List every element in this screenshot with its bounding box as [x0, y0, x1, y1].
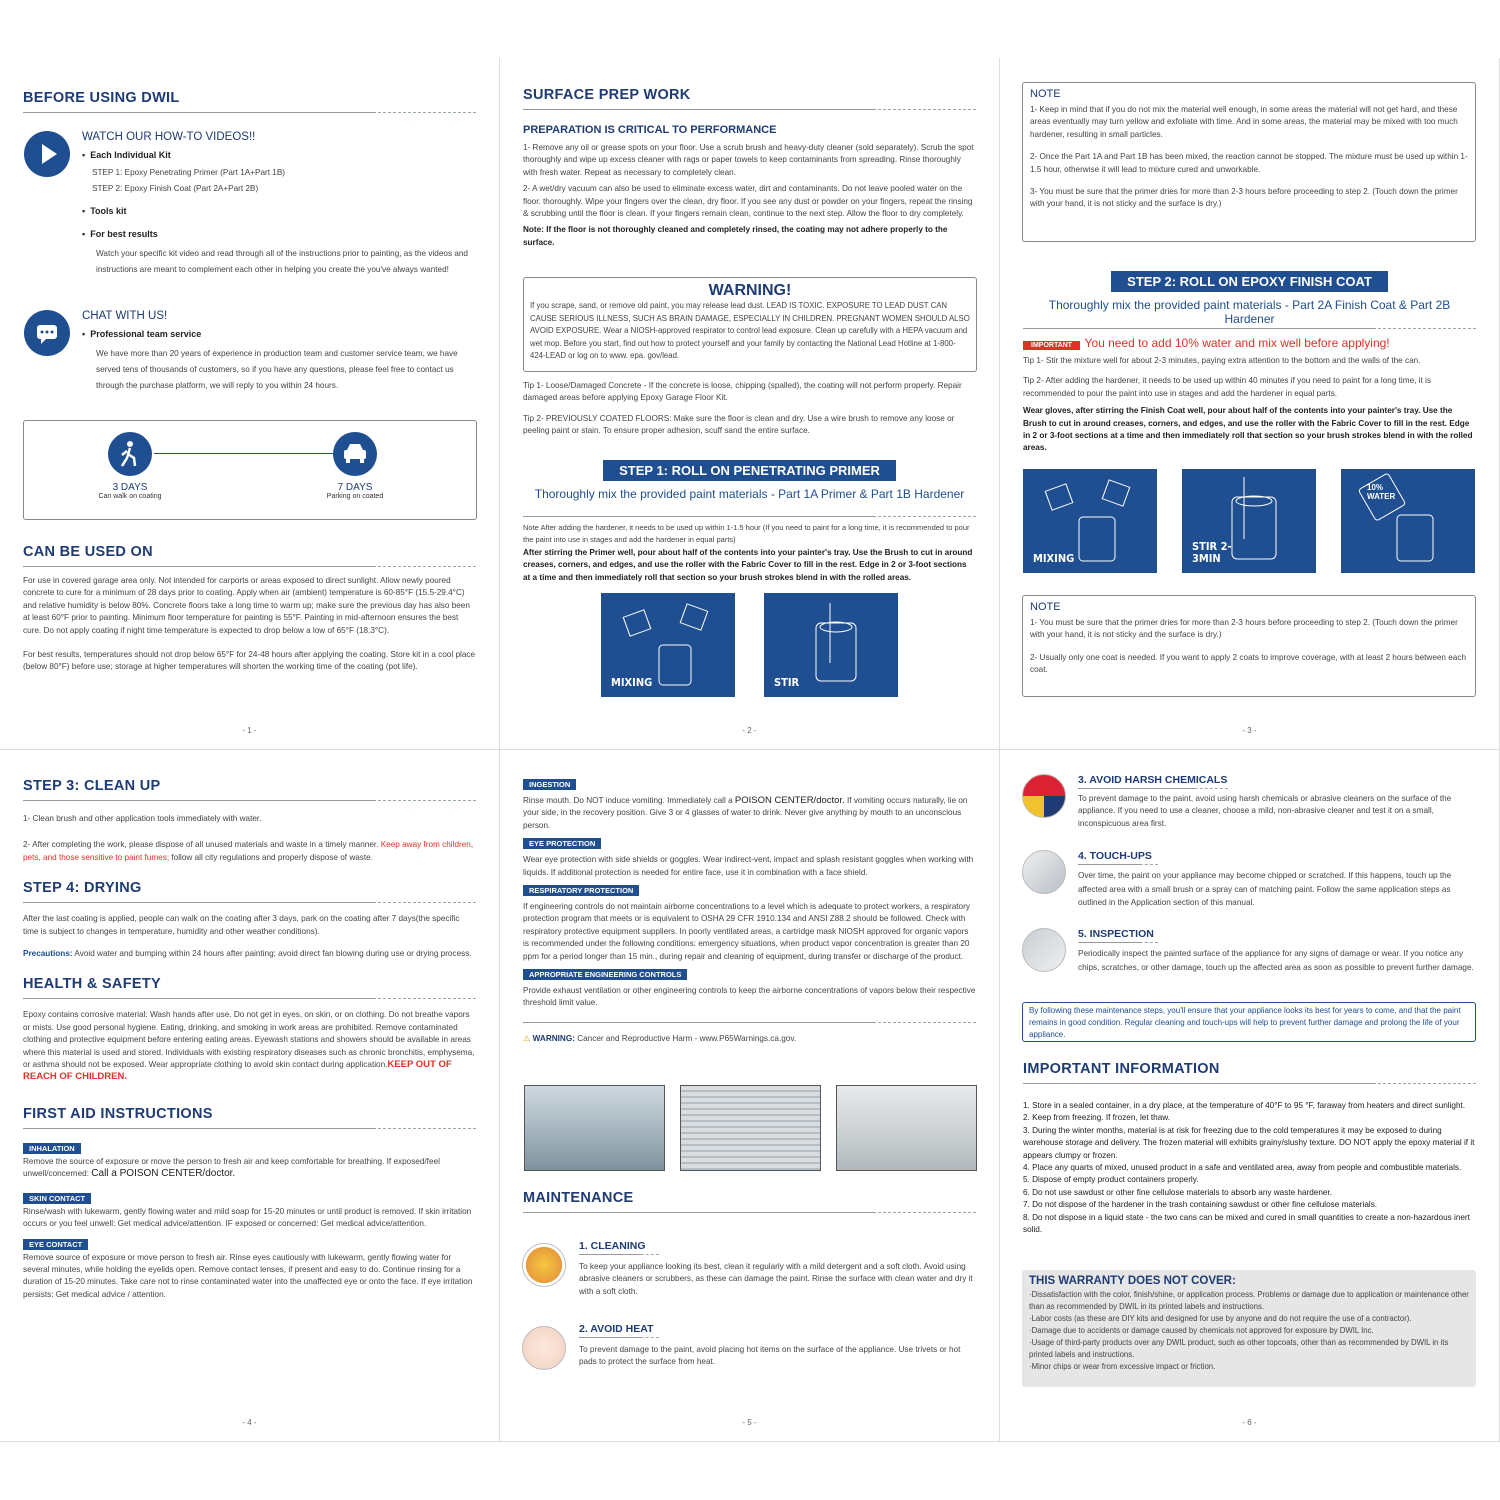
important-badge: IMPORTANT	[1023, 341, 1080, 350]
step2-instructions: Wear gloves, after stirring the Finish Coat well, pour about half of the contents into your painter's tray. Use the Brush to cut in around creases, corners, and edges, and use the roller with the Fabric Cover to fill in the rest. Edge in 2 or 3-foot sections at a time and then immediately roll that section so your brush strokes blend in with the rolled areas.	[1023, 406, 1473, 453]
team-text: We have more than 20 years of experience in production team and customer service team, we have served tens of thousands of customers, so if you have any questions, please feel free to contact us through the purchase platform, we will reply to you within 24 hours.	[96, 349, 458, 391]
page-4	[0, 750, 500, 1442]
best-label: ▪ For best results	[82, 228, 158, 239]
ingestion-label: INGESTION	[523, 779, 576, 790]
list-item: 6. Do not use sawdust or other fine cellulose materials to absorb any waste hardener.	[1023, 1187, 1333, 1197]
team-label: ▪ Professional team service	[82, 329, 202, 339]
note-1: 1- Keep in mind that if you do not mix the material well enough, in some areas the material will not get hard, and these areas eventually may turn yellow and exfoliate with time. And in some areas, the material may be mixed with too much hardener, resulting in small particles.	[1030, 105, 1458, 139]
engineering-label: APPROPRIATE ENGINEERING CONTROLS	[523, 969, 687, 980]
step1-instructions: After stirring the Primer well, pour about half of the contents into your painter's tray. Use the Brush to cut in around creases, corners, and edges, and use the roller with the Fabric Cover to fill in the rest. Edge in 2 or 3-foot sections at a time and then immediately roll that section so your brush strokes blend in with the rolled areas.	[523, 548, 973, 582]
cleanup-2: 2- After completing the work, please dispose of all unused materials and waste in a timely manner. Keep away from children, pets, and those sensitive to paint fumes; follow all city regulations and properly dispose of waste.	[23, 840, 474, 862]
inspection-text: Periodically inspect the painted surface of the appliance for any signs of damage or wear. If you notice any chips, scratches, or other damage, touch up the affected area as soon as possible to prevent further damage.	[1078, 949, 1474, 972]
precautions: Precautions: Avoid water and bumping within 24 hours after painting; avoid direct fan blowing during use or drying process.	[23, 949, 472, 959]
page-2	[500, 58, 1000, 750]
stir-label: STIR 2-3MIN	[1192, 540, 1232, 565]
eye-protection-label: EYE PROTECTION	[523, 838, 601, 849]
prep-note: Note: If the floor is not thoroughly cleaned and completely rinsed, the coating may not adhere properly to the surface.	[523, 225, 948, 247]
can-text-1: For use in covered garage area only. Not intended for carports or areas exposed to direct sunlight. Allow newly poured concrete to cure for a minimum of 28 days prior to coating. Apply when air (ambient) temperature is 60-85°F (15.5-29.4°C) and relative humidity is below 80%. Concrete floors take a long time to warm up; make sure the previous day has also been at least 60°F prior to painting. Minimum floor temperature for painting is 55°F. Painting in mid-afternoon ensures the best cure. Do not apply coating if night time temperature is expected to drop below a low of 65°F (18.3°C).	[23, 576, 470, 635]
touchups-text: Over time, the paint on your appliance may become chipped or scratched. If this happens, touch up the affected area with a small brush or a spray can of matching paint. Follow the same application steps as outlined in the Application section of this manual.	[1078, 871, 1452, 908]
page-5	[500, 750, 1000, 1442]
tip-2: Tip 2- PREVIOUSLY COATED FLOORS: Make sure the floor is clean and dry. Use a wire brush to remove any loose or peeling paint or stain. To ensure proper adhesion, scuff sand the entire surface.	[523, 413, 955, 436]
garage-photo-2	[680, 1085, 821, 1171]
cure-timeline	[23, 420, 477, 520]
skin-text: Rinse/wash with lukewarm, gently flowing water and mild soap for 15-20 minutes or until product is removed. If skin irritation occurs or you feel unwell: Get medical advice/attention. IF exposed or concerned: Get medical advice/attention.	[23, 1206, 472, 1229]
important-list	[1023, 1100, 1476, 1236]
stir-tile	[1182, 469, 1316, 573]
mixing-label: MIXING	[1033, 552, 1075, 565]
section-title: BEFORE USING DWIL	[23, 90, 180, 106]
step2-subtitle: Thoroughly mix the provided paint materials - Part 2A Finish Coat & Part 2B Hardener	[1048, 298, 1451, 326]
page-3	[1000, 58, 1500, 750]
watch-heading: WATCH OUR HOW-TO VIDEOS!!	[82, 131, 256, 143]
list-item: 1. Store in a sealed container, in a dry place, at the temperature of 40°F to 95 °F, faraway from heaters and direct sunlight.	[1023, 1101, 1466, 1110]
chemicals-icon	[1022, 774, 1066, 818]
inspection-title: 5. INSPECTION	[1078, 928, 1154, 940]
heat-text: To prevent damage to the paint, avoid placing hot items on the surface of the appliance. Use trivets or hot pads to protect the surface from heat.	[579, 1345, 961, 1367]
days3-label: 3 DAYS	[112, 482, 148, 493]
tip-2: Tip 2- After adding the hardener, it needs to be used up within 40 minutes if you need to paint for a long time, it is recommended to pour the paint into use in stages and add the hardener in equal parts.	[1023, 376, 1431, 398]
page-number: - 4 -	[242, 1418, 257, 1427]
warranty-item: ·Dissatisfaction with the color, finish/shine, or application process. Problems or damage due to application or maintenance other than as recommended by DWIL in its printed labels and instructions.	[1029, 1290, 1469, 1311]
thermometer-icon	[522, 1326, 566, 1370]
note-1: 1- You must be sure that the primer dries for more than 2-3 hours before proceeding to step 2. (Touch down the primer with your hand, it is not sticky and the surface is dry.)	[1030, 618, 1458, 640]
list-item: 3. During the winter months, material is at risk for freezing due to the cold temperatures it may be exposed to during warehouse storage and delivery. The frozen material will exhibits grainy/slushy texture. DO NOT apply the epoxy material if it appears clumpy or frozen.	[1023, 1125, 1475, 1160]
inspection-icon	[1022, 928, 1066, 972]
summary-text: By following these maintenance steps, you'll ensure that your appliance looks its best for years to come, and that the paint remains in good condition. Regular cleaning and touch-ups will help to prevent further damage and prolong the life of your appliance.	[1029, 1006, 1461, 1039]
important-text: You need to add 10% water and mix well before applying!	[1084, 336, 1390, 350]
page-number: - 2 -	[742, 726, 757, 735]
list-item: 8. Do not dispose in a liquid state - the two cans can be mixed and cured in small quantities to create a non-hazardous inert solid.	[1023, 1212, 1470, 1235]
lead-warning-box	[523, 277, 977, 372]
days3-sub: Can walk on coating	[98, 493, 162, 500]
mixing-label: MIXING	[611, 676, 653, 689]
best-text: Watch your specific kit video and read through all of the instructions prior to painting, as the videos and instructions are meant to complement each other in helping you create the you've always wanted!	[96, 249, 468, 275]
chat-icon[interactable]	[24, 310, 70, 356]
tip-1: Tip 1- Stir the mixture well for about 2-3 minutes, paying extra attention to the bottom and the walls of the can.	[1023, 356, 1421, 365]
list-item: 7. Do not dispose of the hardener in the trash containing sawdust or other fine cellulose materials.	[1023, 1200, 1378, 1210]
step1-subtitle: Thoroughly mix the provided paint materials - Part 1A Primer & Part 1B Hardener	[534, 487, 965, 501]
health-text: Epoxy contains corrosive material: Wash hands after use. Do not get in eyes, on skin, or on clothing. Do not breathe vapors or mists. Use good personal hygiene. Eating, drinking, and smoking in work areas are prohibited. Remove contaminated clothing and protective equipment before entering eating areas. Eyewash stations and showers should be available in areas where this material is used and stored. Individuals with existing respiratory diseases such as chronic bronchitis, emphysema, or asthma should not be exposed. Wear appropriate clothing to avoid skin contact during application.KEEP OUT OF REACH OF CHILDREN.	[23, 1010, 475, 1083]
inhalation-label: INHALATION	[23, 1143, 81, 1154]
note-2: 2- Once the Part 1A and Part 1B has been mixed, the reaction cannot be stopped. The mixture must be used up within 1-1.5 hour, otherwise it will lead to mixture cured and unworkable.	[1030, 152, 1468, 174]
warranty-title: THIS WARRANTY DOES NOT COVER:	[1029, 1275, 1236, 1287]
respiratory-label: RESPIRATORY PROTECTION	[523, 885, 639, 896]
warranty-item: ·Labor costs (as these are DIY kits and designed for use by anyone and do not require the use of a contractor).	[1029, 1314, 1412, 1323]
cleaning-text: To keep your appliance looking its best, clean it regularly with a mild detergent and a soft cloth. Avoid using abrasive cleaners or scrubbers, as these can damage the paint. Rinse the surface with clean water and dry it with a soft cloth.	[579, 1262, 973, 1296]
subheading: PREPARATION IS CRITICAL TO PERFORMANCE	[523, 124, 777, 136]
inhalation-text: Remove the source of exposure or move the person to fresh air and keep comfortable for breathing. If exposed/feel unwell/concerned: Call a POISON CENTER/doctor.	[23, 1156, 440, 1180]
prep-1: 1- Remove any oil or grease spots on your floor. Use a scrub brush and heavy-duty cleaner (sold separately). Scrub the spot thoroughly and wipe up excess cleaner with rags or paper towels to keep contaminants from spreading. Rinse thoroughly with fresh water. Repeat as necessary to completely clean.	[523, 143, 974, 177]
section-title: SURFACE PREP WORK	[523, 87, 691, 103]
garage-photo-1	[524, 1085, 665, 1171]
health-title: HEALTH & SAFETY	[23, 976, 161, 993]
eye-text: Remove source of exposure or move person to fresh air. Rinse eyes cautiously with lukewarm, gently flowing water for several minutes, while holding the eyelids open. Remove contact lenses, if present and easy to do. Continue rinsing for a duration of 15-20 minutes. Take care not to rinse contaminated water into the unaffected eye or onto the face. If eye irritation persists: Get medical advice / attention.	[23, 1252, 473, 1299]
note-box-1	[1022, 82, 1476, 242]
warning-triangle-icon: ⚠	[523, 1033, 531, 1043]
touchups-title: 4. TOUCH-UPS	[1078, 850, 1152, 862]
stir-tile	[764, 593, 898, 697]
mixing-tile	[1023, 469, 1157, 573]
days7-label: 7 DAYS	[337, 482, 373, 493]
heat-title: 2. AVOID HEAT	[579, 1323, 654, 1335]
list-item: 2. Keep from freezing. If frozen, let thaw.	[1023, 1113, 1170, 1123]
can-text-2: For best results, temperatures should not drop below 65°F for 24-48 hours after applying the coating. Store kit in a cool place (below 80°F) before use; storage at higher temperatures will shorten the working time of the coating (pot life).	[23, 650, 476, 672]
warranty-box	[1022, 1270, 1476, 1387]
chat-heading: CHAT WITH US!	[82, 310, 168, 322]
kit-label: ▪ Each Individual Kit	[82, 150, 171, 160]
note-3: 3- You must be sure that the primer dries for more than 2-3 hours before proceeding to step 2. (Touch down the primer with your hand, it is not sticky and the surface is dry.)	[1030, 187, 1458, 209]
car-icon	[333, 432, 377, 476]
note-box-2	[1022, 595, 1476, 697]
note-title: NOTE	[1030, 601, 1061, 613]
respiratory-text: If engineering controls do not maintain airborne concentrations to a level which is adequate to protect workers, a respiratory protection program that meets or is equivalent to OSHA 29 CFR 1910.134 and ANSI Z88.2 should be followed. Check with respiratory protective equipment suppliers. In poorly ventilated areas, a cartridge mask NIOSH approved for organic vapors is recommended under the following conditions: emergency situations, when product vapor concentration is greater than 20 ppm for a period longer than 15 min., during repair and cleaning of equipment, during transfer or discharge of the product.	[523, 902, 970, 961]
warranty-item: ·Minor chips or wear from excessive impact or friction.	[1029, 1362, 1216, 1371]
section-title: STEP 3: CLEAN UP	[23, 778, 161, 794]
list-item: 5. Dispose of empty product containers properly.	[1023, 1175, 1199, 1185]
drying-text: After the last coating is applied, people can walk on the coating after 3 days, park on the coating after 7 days(the specific time is subject to changes in temperature, humidity and other weather conditions).	[23, 914, 460, 936]
step2-banner: STEP 2: ROLL ON EPOXY FINISH COAT	[1111, 271, 1388, 292]
cleanup-1: 1- Clean brush and other application tools immediately with water.	[23, 814, 262, 823]
garage-photo-3	[836, 1085, 977, 1171]
water-icon	[1341, 469, 1475, 573]
p65-warning: ⚠ WARNING: Cancer and Reproductive Harm - www.P65Warnings.ca.gov.	[523, 1033, 797, 1043]
engineering-text: Provide exhaust ventilation or other engineering controls to keep the airborne concentrations of vapors below their respective threshold limit value.	[523, 986, 976, 1008]
walk-icon	[108, 432, 152, 476]
page-number: - 5 -	[742, 1418, 757, 1427]
step1-banner: STEP 1: ROLL ON PENETRATING PRIMER	[603, 460, 896, 481]
page-number: - 6 -	[1242, 1418, 1257, 1427]
warranty-item: ·Usage of third-party products over any DWIL product, such as other topcoats, other than as recommended by DWIL in its printed labels and instructions.	[1029, 1338, 1449, 1359]
cleaning-title: 1. CLEANING	[579, 1240, 646, 1252]
page-6	[1000, 750, 1500, 1442]
tip-1: Tip 1- Loose/Damaged Concrete - If the concrete is loose, chipping (spalled), the coating will not perform properly. Repair damaged areas before applying Epoxy Garage Floor Kit.	[523, 381, 962, 403]
important-title: IMPORTANT INFORMATION	[1023, 1061, 1220, 1077]
eye-label: EYE CONTACT	[23, 1239, 88, 1250]
eye-protection-text: Wear eye protection with side shields or goggles. Wear indirect-vent, impact and splash resistant goggles when working with liquids. If additional protection is needed for entire face, use it in combination with a face shield.	[523, 855, 974, 877]
stir-label: STIR	[774, 676, 800, 689]
skin-label: SKIN CONTACT	[23, 1193, 91, 1204]
touchup-icon	[1022, 850, 1066, 894]
first-aid-title: FIRST AID INSTRUCTIONS	[23, 1105, 213, 1122]
water-tile	[1341, 469, 1475, 573]
warning-title: WARNING!	[708, 282, 792, 299]
step1-note: Note After adding the hardener, it needs to be used up within 1-1.5 hour (If you need to paint for a long time, it is recommended to pour the paint into use in stages and add the hardener in equal parts)	[523, 523, 970, 544]
tools-label: ▪ Tools kit	[82, 206, 127, 217]
maintenance-summary	[1022, 1002, 1476, 1042]
page-1	[0, 58, 500, 750]
step2-text: STEP 2: Epoxy Finish Coat (Part 2A+Part 2B)	[92, 183, 259, 193]
ingestion-text: Rinse mouth. Do NOT induce vomiting. Immediately call a POISON CENTER/doctor. If vomiting occurs naturally, lie on your side, in the recovery position. Give 3 or 4 glasses of water to drink. Never give anything by mouth to an unconscious person.	[523, 795, 968, 830]
note-title: NOTE	[1030, 88, 1061, 100]
warning-text: If you scrape, sand, or remove old paint, you may release lead dust. LEAD IS TOXIC. EXPOSURE TO LEAD DUST CAN CAUSE SERIOUS ILLNESS, SUCH AS BRAIN DAMAGE, ESPECIALLY IN CHILDREN. PREGNANT WOMEN SHOULD ALSO AVOID EXPOSURE. Wear a NIOSH-approved respirator to control lead exposure. Clean up carefully with a HEPA vacuum and wet mop. Before you start, find out how to protect yourself and your family by contacting the National Lead Hotline at 1-800-424-LEAD or log on to www. epa. gov/lead.	[530, 301, 970, 361]
prep-2: 2- A wet/dry vacuum can also be used to eliminate excess water, dirt and contaminants. Do not leave pooled water on the floor. thoroughly. Wipe your fingers over the clean, dry floor. If you see any dust or powder on your fingers, repeat the rinsing & scrubbing until the floor is clean. If your fingers remain clean, continue to the next step. Allow the floor to dry completely.	[523, 184, 973, 219]
mixing-tile	[601, 593, 735, 697]
days7-sub: Parking on coated	[326, 493, 384, 500]
cleaning-icon	[522, 1243, 566, 1287]
list-item: 4. Place any quarts of mixed, unused product in a safe and ventilated area, away from people and combustible materials.	[1023, 1163, 1462, 1173]
can-title: CAN BE USED ON	[23, 544, 153, 560]
chemicals-text: To prevent damage to the paint, avoid using harsh chemicals or abrasive cleaners on the surface of the appliance. If you need to use a cleaner, choose a mild, non-abrasive cleaner and test it on a small, inconspicuous area first.	[1078, 794, 1452, 828]
play-icon[interactable]	[24, 131, 70, 177]
page-number: - 1 -	[242, 726, 257, 735]
step1-text: STEP 1: Epoxy Penetrating Primer (Part 1A+Part 1B)	[92, 168, 286, 178]
note-2: 2- Usually only one coat is needed. If you want to apply 2 coats to improve coverage, with at least 2 hours between each coat.	[1030, 652, 1467, 675]
water-label: 10% WATER	[1367, 483, 1396, 501]
chemicals-title: 3. AVOID HARSH CHEMICALS	[1078, 774, 1228, 786]
warranty-item: ·Damage due to accidents or damage caused by chemicals not approved for exposure by DWIL Inc.	[1029, 1326, 1374, 1335]
drying-title: STEP 4: DRYING	[23, 880, 142, 897]
maintenance-title: MAINTENANCE	[523, 1190, 634, 1206]
page-number: - 3 -	[1242, 726, 1257, 735]
